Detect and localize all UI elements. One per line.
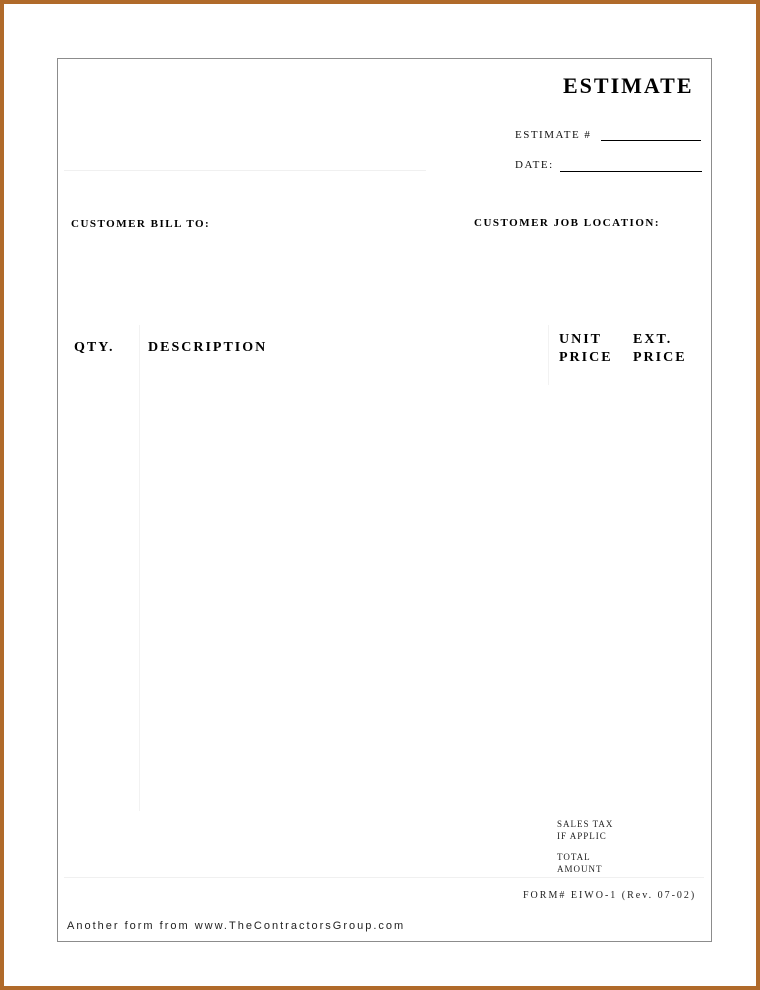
total-amount-label-line1: TOTAL (557, 852, 591, 862)
form-title: ESTIMATE (563, 73, 694, 98)
company-info-line (64, 170, 426, 171)
footer-divider (64, 877, 704, 878)
line-items-area[interactable] (64, 385, 704, 810)
ext-price-header-line1: EXT. (633, 332, 673, 347)
date-field[interactable] (560, 171, 702, 172)
ext-price-header (633, 331, 687, 367)
description-header: DESCRIPTION (148, 340, 268, 355)
date-label: DATE: (515, 159, 554, 171)
qty-header: QTY. (74, 340, 115, 355)
job-location-label: CUSTOMER JOB LOCATION: (474, 217, 661, 229)
unit-price-header (559, 331, 613, 367)
ext-price-header-line2: PRICE (633, 350, 687, 365)
form-number: FORM# EIWO-1 (Rev. 07-02) (523, 890, 697, 901)
sales-tax-label-line2: IF APPLIC (557, 831, 607, 841)
job-location-field[interactable] (468, 239, 708, 309)
unit-price-header-line1: UNIT (559, 332, 603, 347)
estimate-form (57, 58, 712, 942)
unit-price-column-divider (548, 325, 549, 385)
estimate-number-label: ESTIMATE # (515, 129, 592, 141)
total-amount-label-line2: AMOUNT (557, 864, 603, 874)
bill-to-field[interactable] (64, 239, 304, 309)
sales-tax-label (557, 818, 613, 842)
estimate-number-field[interactable] (601, 140, 701, 141)
sales-tax-label-line1: SALES TAX (557, 819, 614, 829)
bill-to-label: CUSTOMER BILL TO: (71, 218, 211, 230)
unit-price-header-line2: PRICE (559, 350, 613, 365)
total-amount-label (557, 851, 603, 875)
footer-credit: Another form from www.TheContractorsGroup.com (67, 920, 406, 932)
